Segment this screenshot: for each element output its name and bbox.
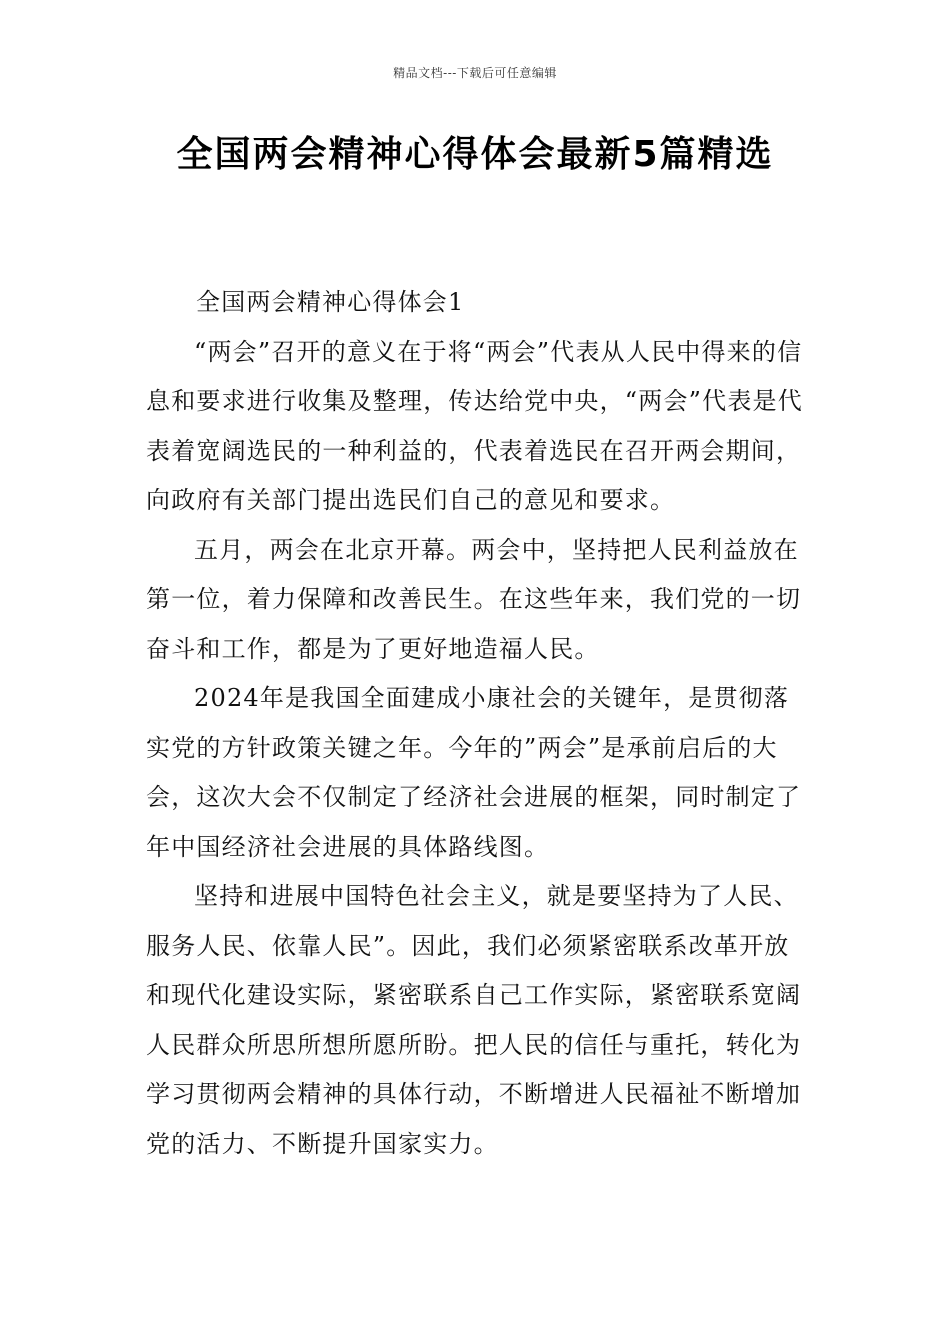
paragraph-2: 五月，两会在北京开幕。两会中，坚持把人民利益放在第一位，着力保障和改善民生。在这些年来，我们党的一切奋斗和工作，都是为了更好地造福人民。 <box>146 535 802 663</box>
paragraph-1: “两会”召开的意义在于将“两会”代表从人民中得来的信息和要求进行收集及整理，传达给党中央，“两会”代表是代表着宽阔选民的一种利益的，代表着选民在召开两会期间，向政府有关部门提出选民们自己的意见和要求。 <box>146 337 803 514</box>
document-title: 全国两会精神心得体会最新5篇精选 <box>176 134 774 175</box>
page-header-note: 精品文档---下载后可任意编辑 <box>393 66 557 80</box>
section-heading: 全国两会精神心得体会1 <box>196 288 465 316</box>
document-body <box>146 278 806 1169</box>
paragraph-4: 坚持和进展中国特色社会主义，就是要坚持为了人民、服务人民、依靠人民”。因此，我们必须紧密联系改革开放和现代化建设实际，紧密联系自己工作实际，紧密联系宽阔人民群众所思所想所愿所盼。把人民的信任与重托，转化为学习贯彻两会精神的具体行动，不断增进人民福祉不断增加党的活力、不断提升国家实力。 <box>146 882 802 1158</box>
paragraph-3: 2024年是我国全面建成小康社会的关键年，是贯彻落实党的方针政策关键之年。今年的”两会”是承前启后的大会，这次大会不仅制定了经济社会进展的框架，同时制定了年中国经济社会进展的具体路线图。 <box>146 684 802 861</box>
